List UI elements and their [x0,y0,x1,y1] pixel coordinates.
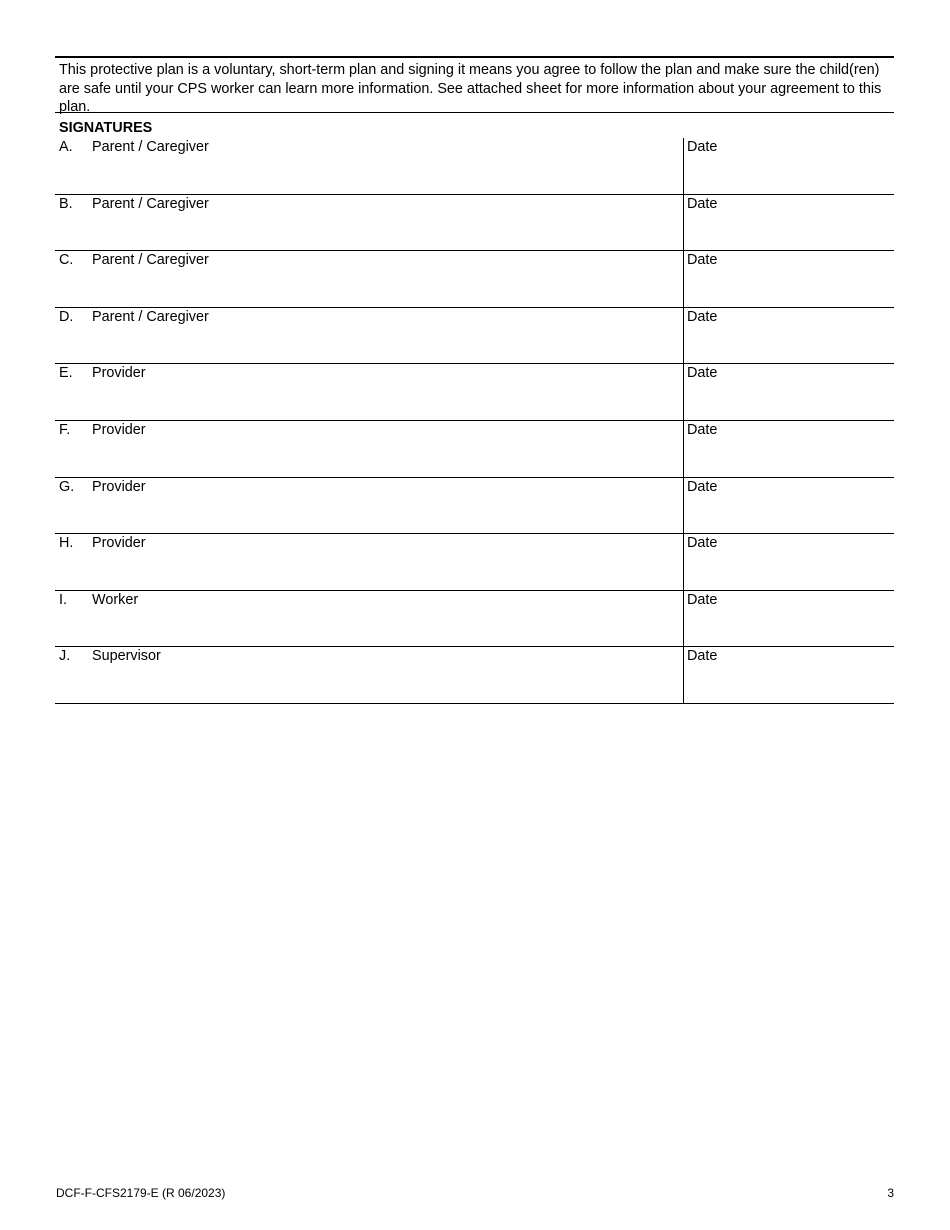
row-letter: I. [59,591,67,608]
signature-field[interactable] [55,534,684,590]
row-letter: D. [59,308,74,325]
row-label: Provider [92,365,146,382]
signature-field[interactable] [55,647,684,703]
signature-field[interactable] [55,421,684,477]
signature-field[interactable] [55,195,684,251]
date-field[interactable]: Date [687,478,718,495]
signature-row [55,478,894,535]
signature-form [55,56,894,704]
signature-field[interactable] [55,591,684,647]
row-letter: E. [59,365,73,382]
row-letter: B. [59,195,73,212]
page-number: 3 [887,1186,894,1200]
signature-row [55,195,894,252]
signature-field[interactable] [55,364,684,420]
row-label: Worker [92,591,139,608]
signature-row [55,308,894,365]
signatures-heading: SIGNATURES [59,120,153,136]
signature-field[interactable] [55,138,684,194]
page-footer [56,1186,894,1200]
row-letter: C. [59,252,74,269]
row-label: Provider [92,535,146,552]
date-field[interactable]: Date [687,139,718,155]
row-label: Parent / Caregiver [92,195,209,212]
row-label: Parent / Caregiver [92,139,209,155]
signature-field[interactable] [55,251,684,307]
signature-row [55,251,894,308]
signature-row [55,421,894,478]
row-label: Provider [92,421,146,438]
signature-field[interactable] [55,478,684,534]
signature-row [55,138,894,195]
row-letter: H. [59,535,74,552]
row-label: Parent / Caregiver [92,252,209,269]
signature-row [55,591,894,648]
intro-paragraph: This protective plan is a voluntary, short-term plan and signing it means you agree to follow the plan and make sure the child(ren) are safe until your CPS worker can learn more information. See attached sheet for more information about your agreement to this plan. [55,56,894,113]
row-label: Supervisor [92,648,161,665]
date-field[interactable]: Date [687,421,718,438]
row-label: Provider [92,478,146,495]
row-letter: J. [59,648,71,665]
signature-row [55,647,894,704]
date-field[interactable]: Date [687,535,718,552]
date-field[interactable]: Date [687,308,718,325]
row-letter: A. [59,139,73,155]
row-letter: F. [59,421,71,438]
form-id: DCF-F-CFS2179-E (R 06/2023) [56,1186,226,1200]
signature-row [55,534,894,591]
signature-field[interactable] [55,308,684,364]
signature-row [55,364,894,421]
date-field[interactable]: Date [687,195,718,212]
row-label: Parent / Caregiver [92,308,209,325]
date-field[interactable]: Date [687,365,718,382]
date-field[interactable]: Date [687,591,718,608]
date-field[interactable]: Date [687,648,718,665]
date-field[interactable]: Date [687,252,718,269]
row-letter: G. [59,478,75,495]
